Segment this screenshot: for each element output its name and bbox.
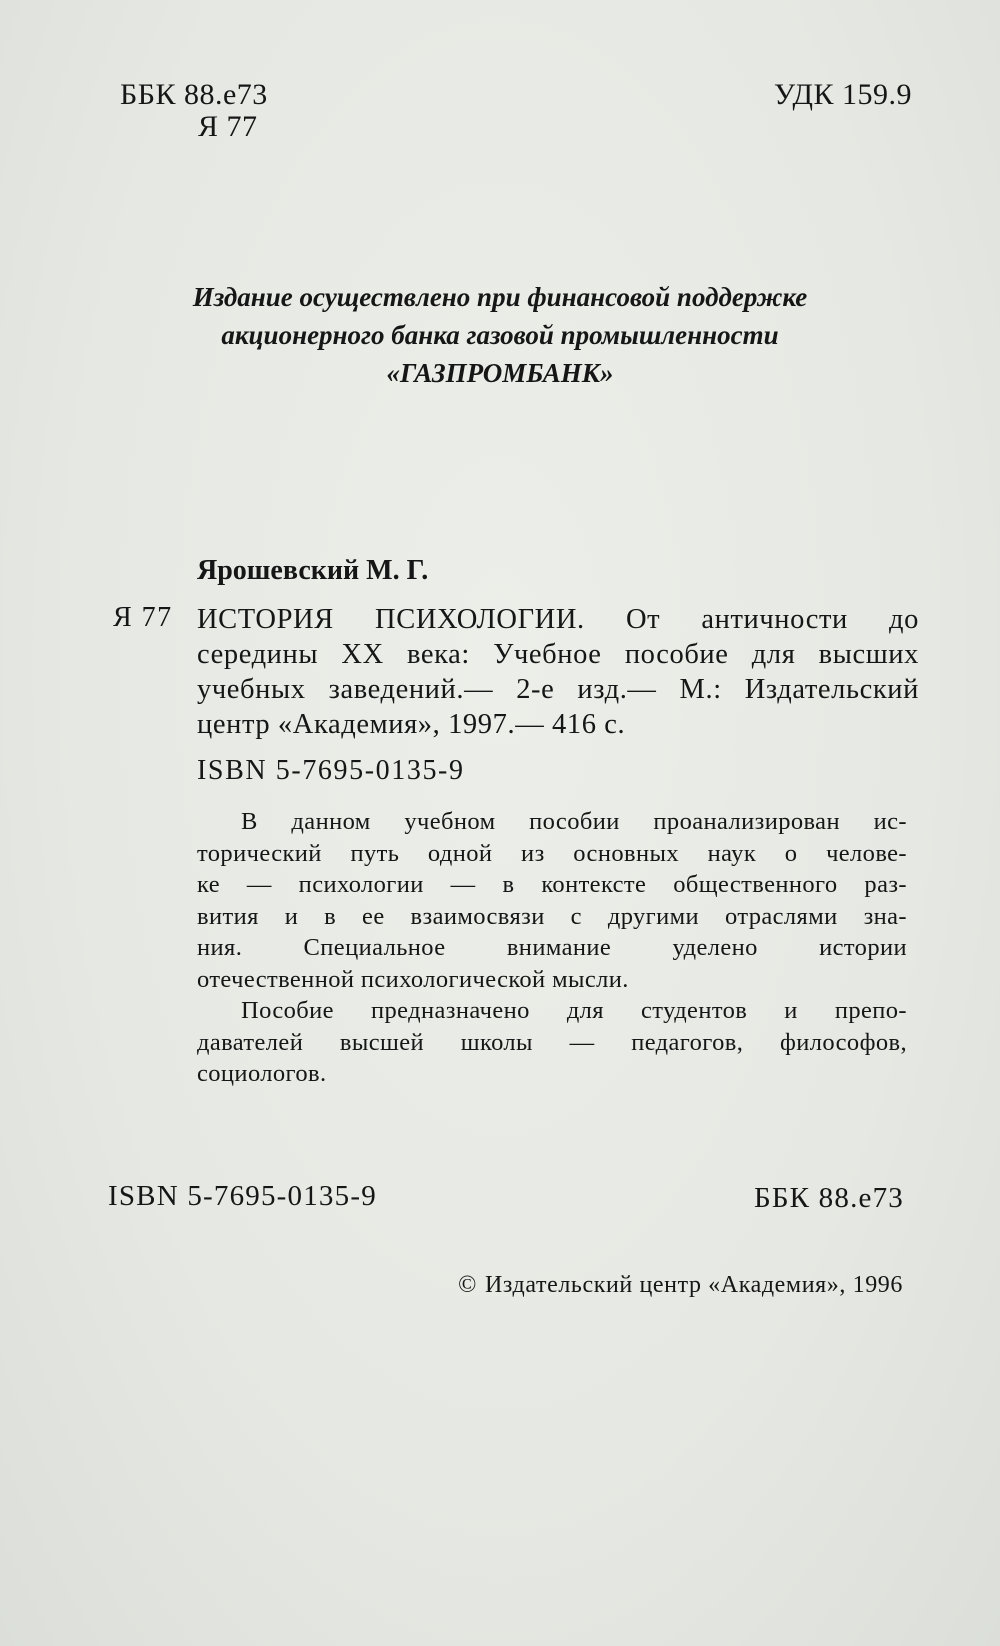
copyright-icon: ©	[458, 1272, 477, 1298]
entry-line: учебных заведений.— 2-е изд.— М.: Издательский	[197, 674, 919, 705]
entry-line: центр «Академия», 1997.— 416 с.	[197, 709, 626, 740]
sponsor-note	[100, 278, 900, 392]
abstract	[197, 806, 907, 1090]
footer-isbn: ISBN 5-7695-0135-9	[108, 1180, 377, 1212]
abstract-line: социологов.	[197, 1060, 327, 1087]
copyright-text: Издательский центр «Академия», 1996	[484, 1272, 903, 1298]
catalog-index: Я 77	[113, 602, 173, 633]
bbk-code-top: ББК 88.е73	[120, 78, 268, 111]
footer-bbk: ББК 88.е73	[753, 1182, 904, 1214]
udk-code: УДК 159.9	[773, 78, 912, 111]
sponsor-line: акционерного банка газовой промышленности	[221, 320, 779, 350]
copyright-line	[458, 1272, 903, 1299]
sponsor-line: «ГАЗПРОМБАНК»	[386, 358, 614, 388]
abstract-line: вития и в ее взаимосвязи с другими отраслями зна-	[197, 902, 907, 930]
abstract-line: торический путь одной из основных наук о челове-	[197, 839, 907, 867]
abstract-line: отечественной психологической мысли.	[197, 965, 629, 993]
sponsor-line: Издание осуществлено при финансовой поддержке	[192, 282, 808, 312]
abstract-line: ния. Специальное внимание уделено истории	[197, 934, 907, 961]
author-mark-top: Я 77	[198, 110, 258, 143]
abstract-line: давателей высшей школы — педагогов, философов,	[197, 1028, 907, 1056]
entry-isbn: ISBN 5-7695-0135-9	[197, 755, 465, 786]
entry-line: ИСТОРИЯ ПСИХОЛОГИИ. От античности до	[197, 604, 919, 635]
entry-line: середины XX века: Учебное пособие для высших	[197, 639, 919, 670]
abstract-line: ке — психологии — в контексте общественного раз-	[197, 871, 907, 898]
bibliographic-entry	[197, 602, 919, 742]
abstract-line: В данном учебном пособии проанализирован ис-	[241, 808, 907, 835]
author-name: Ярошевский М. Г.	[197, 555, 429, 586]
abstract-line: Пособие предназначено для студентов и препо-	[241, 997, 907, 1024]
